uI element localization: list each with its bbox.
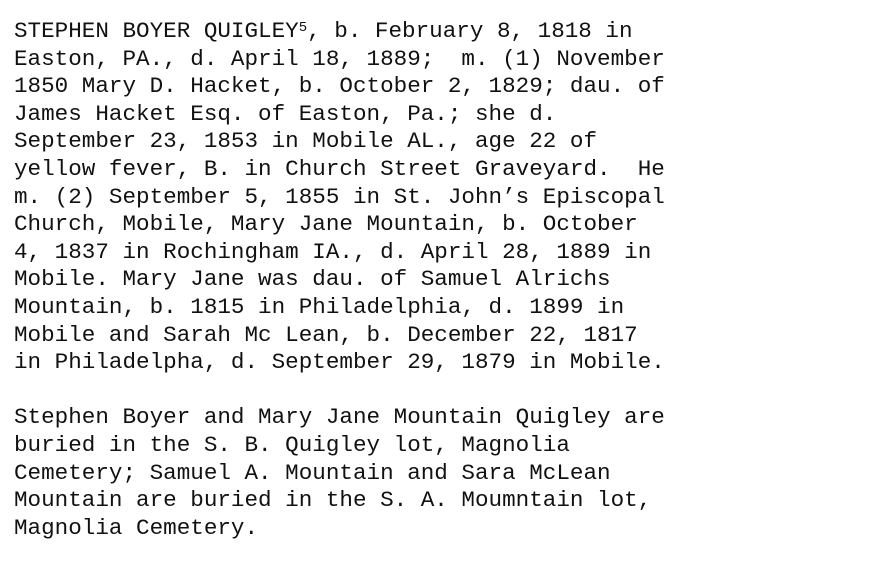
text-line: Mountain, b. 1815 in Philadelphia, d. 1899 in — [14, 293, 625, 320]
text-line — [14, 18, 874, 46]
generation-superscript: 5 — [298, 20, 308, 36]
text-line: James Hacket Esq. of Easton, Pa.; she d. — [14, 100, 557, 127]
text-line: 1850 Mary D. Hacket, b. October 2, 1829; dau. of — [14, 73, 665, 100]
text-line: Magnolia Cemetery. — [14, 514, 259, 541]
text-line: in Philadelpha, d. September 29, 1879 in Mobile. — [14, 349, 665, 376]
name-heading: STEPHEN BOYER QUIGLEY — [14, 18, 299, 44]
text-line: Mobile. Mary Jane was dau. of Samuel Alrichs — [14, 266, 611, 293]
text-line: yellow fever, B. in Church Street Graveyard. He — [14, 155, 665, 182]
paragraph-burial — [14, 404, 874, 542]
text-line: September 23, 1853 in Mobile AL., age 22 of — [14, 128, 598, 155]
text-line-continuation: , b. February 8, 1818 in — [307, 18, 633, 44]
document-page — [14, 18, 874, 542]
paragraph-biography — [14, 18, 874, 377]
text-line: m. (2) September 5, 1855 in St. John’s Episcopal — [14, 183, 665, 210]
text-line: Easton, PA., d. April 18, 1889; m. (1) November — [14, 45, 665, 72]
paragraph-gap — [14, 377, 874, 405]
text-line: Stephen Boyer and Mary Jane Mountain Quigley are — [14, 404, 665, 431]
text-line: Church, Mobile, Mary Jane Mountain, b. October — [14, 211, 638, 238]
text-line: Cemetery; Samuel A. Mountain and Sara McLean — [14, 459, 611, 486]
text-line: Mountain are buried in the S. A. Moumntain lot, — [14, 487, 652, 514]
text-line: 4, 1837 in Rochingham IA., d. April 28, 1889 in — [14, 238, 652, 265]
text-line: buried in the S. B. Quigley lot, Magnolia — [14, 431, 570, 458]
text-line: Mobile and Sarah Mc Lean, b. December 22, 1817 — [14, 321, 638, 348]
